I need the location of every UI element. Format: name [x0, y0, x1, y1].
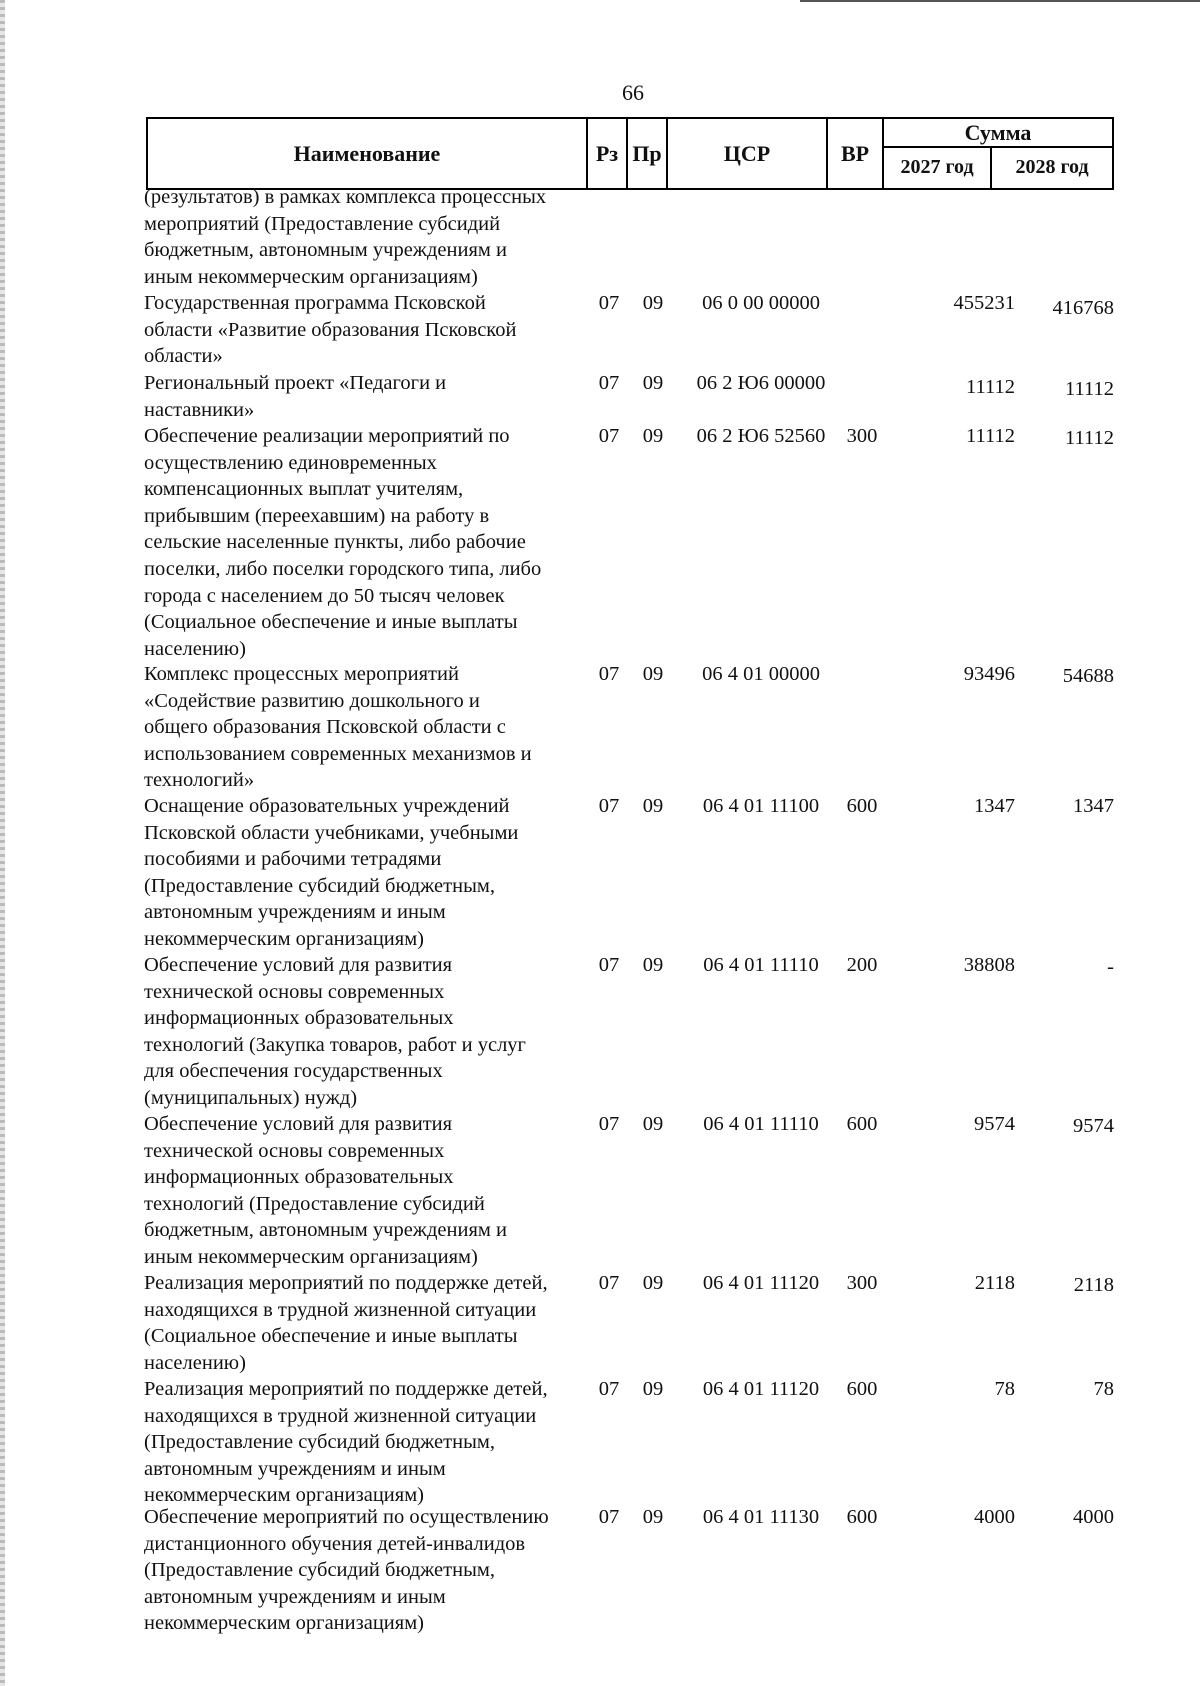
row-csr: 06 4 01 11120: [702, 1378, 820, 1400]
row-sum-2027: 1347: [974, 795, 1015, 817]
row-rz: 07: [598, 372, 620, 394]
row-name: Обеспечение мероприятий по осуществлению дистанционного обучения детей-инвалидов (Предоставление субсидий бюджетным, автономным учреждениям и иным некоммерческим организациям): [144, 1506, 549, 1635]
row-csr: 06 4 01 11110: [703, 1113, 819, 1135]
row-pr: 09: [642, 1506, 664, 1528]
row-vr: 200: [846, 954, 878, 976]
row-name: Оснащение образовательных учреждений Псковской области учебниками, учебными пособиями и рабочими тетрадями (Предоставление субсидий бюджетным, автономным учреждениям и иным некоммерческим организациям): [144, 795, 519, 950]
table-row: [0, 793, 1200, 952]
table-row: [0, 1504, 1200, 1637]
row-pr: 09: [642, 292, 664, 314]
table-header: [146, 117, 1114, 190]
header-rz: Рз: [588, 119, 628, 188]
row-pr: 09: [642, 1272, 664, 1294]
row-sum-2027: 93496: [963, 663, 1015, 685]
row-sum-2028: 9574: [1073, 1115, 1114, 1137]
row-sum-2028: 11112: [1065, 378, 1114, 400]
row-vr: 600: [846, 1506, 878, 1528]
row-pr: 09: [642, 372, 664, 394]
header-sum-group: [884, 119, 1112, 188]
header-csr: ЦСР: [668, 119, 828, 188]
row-rz: 07: [598, 795, 620, 817]
header-year-2027: 2027 год: [884, 146, 992, 188]
header-pr: Пр: [628, 119, 668, 188]
row-sum-2028: 4000: [1073, 1506, 1114, 1528]
row-sum-2027: 9574: [974, 1113, 1015, 1135]
row-sum-2027: 2118: [974, 1272, 1015, 1294]
row-vr: 600: [846, 1378, 878, 1400]
row-name: (результатов) в рамках комплекса процессных мероприятий (Предоставление субсидий бюджетным, автономным учреждениям и иным некоммерческим организациям): [144, 186, 547, 288]
row-name: Региональный проект «Педагоги и наставники»: [144, 372, 447, 421]
header-vr: ВР: [828, 119, 884, 188]
table-row: [0, 370, 1200, 423]
row-vr: 600: [846, 1113, 878, 1135]
scan-top-edge: [800, 0, 1200, 2]
table-row: [0, 290, 1200, 370]
header-name: Наименование: [148, 119, 588, 188]
table-row: [0, 184, 1200, 290]
table-row: [0, 1270, 1200, 1376]
row-name: Реализация мероприятий по поддержке детей, находящихся в трудной жизненной ситуации (Предоставление субсидий бюджетным, автономным учреждениям и иным некоммерческим организациям): [144, 1378, 548, 1507]
row-sum-2027: 455231: [953, 292, 1015, 314]
row-name: Комплекс процессных мероприятий «Содействие развитию дошкольного и общего образования Псковской области с использованием современных механизмов и технологий»: [144, 663, 532, 792]
table-row: [0, 952, 1200, 1111]
row-name: Государственная программа Псковской области «Развитие образования Псковской области»: [144, 292, 517, 368]
header-year-2028: 2028 год: [1015, 155, 1089, 178]
row-rz: 07: [598, 1506, 620, 1528]
row-pr: 09: [642, 425, 664, 447]
row-sum-2028: 11112: [1065, 427, 1114, 449]
page-number: 66: [622, 80, 644, 105]
row-csr: 06 0 00 00000: [702, 292, 820, 314]
row-sum-2027: 38808: [963, 954, 1015, 976]
row-sum-2028: -: [1107, 956, 1114, 978]
row-pr: 09: [642, 1113, 664, 1135]
header-sum: Сумма: [884, 119, 1112, 148]
row-name: Обеспечение условий для развития технической основы современных информационных образовательных технологий (Предоставление субсидий бюджетным, автономным учреждениям и иным некоммерческим организациям): [144, 1113, 507, 1268]
row-vr: 600: [846, 795, 878, 817]
row-sum-2027: 11112: [966, 376, 1015, 398]
row-rz: 07: [598, 292, 620, 314]
row-csr: 06 4 01 11120: [702, 1272, 820, 1294]
row-sum-2028: 54688: [1062, 665, 1114, 687]
row-pr: 09: [642, 1378, 664, 1400]
row-pr: 09: [642, 954, 664, 976]
table-row: [0, 1111, 1200, 1270]
row-vr: 300: [846, 1272, 878, 1294]
row-name: Реализация мероприятий по поддержке детей, находящихся в трудной жизненной ситуации (Социальное обеспечение и иные выплаты населению): [144, 1272, 548, 1374]
row-rz: 07: [598, 663, 620, 685]
row-rz: 07: [598, 1378, 620, 1400]
row-name: Обеспечение условий для развития технической основы современных информационных образовательных технологий (Закупка товаров, работ и услуг для обеспечения государственных (муниципальных) нужд): [144, 954, 526, 1109]
row-csr: 06 2 Ю6 00000: [696, 372, 826, 394]
row-sum-2027: 78: [994, 1378, 1015, 1400]
row-rz: 07: [598, 954, 620, 976]
table-row: [0, 661, 1200, 793]
row-csr: 06 4 01 11100: [702, 795, 820, 817]
table-row: [0, 1376, 1200, 1507]
row-csr: 06 4 01 00000: [702, 663, 820, 685]
row-csr: 06 4 01 11110: [703, 954, 819, 976]
row-sum-2027: 11112: [966, 425, 1015, 447]
row-rz: 07: [598, 1113, 620, 1135]
row-sum-2028: 416768: [1052, 297, 1114, 319]
row-pr: 09: [642, 795, 664, 817]
row-pr: 09: [642, 663, 664, 685]
row-sum-2028: 78: [1093, 1378, 1114, 1400]
table-row: [0, 423, 1200, 661]
row-csr: 06 4 01 11130: [702, 1506, 820, 1528]
row-name: Обеспечение реализации мероприятий по осуществлению единовременных компенсационных выплат учителям, прибывшим (переехавшим) на работу в сельские населенные пункты, либо рабочие поселки, либо поселки городского типа, либо города с населением до 50 тысяч человек (Социальное обеспечение и иные выплаты населению): [144, 425, 542, 660]
row-sum-2028: 2118: [1073, 1274, 1114, 1296]
row-sum-2027: 4000: [974, 1506, 1015, 1528]
table-body: [0, 184, 1200, 1637]
row-sum-2028: 1347: [1073, 795, 1114, 817]
row-rz: 07: [598, 425, 620, 447]
row-vr: 300: [846, 425, 878, 447]
row-rz: 07: [598, 1272, 620, 1294]
row-csr: 06 2 Ю6 52560: [696, 425, 826, 447]
